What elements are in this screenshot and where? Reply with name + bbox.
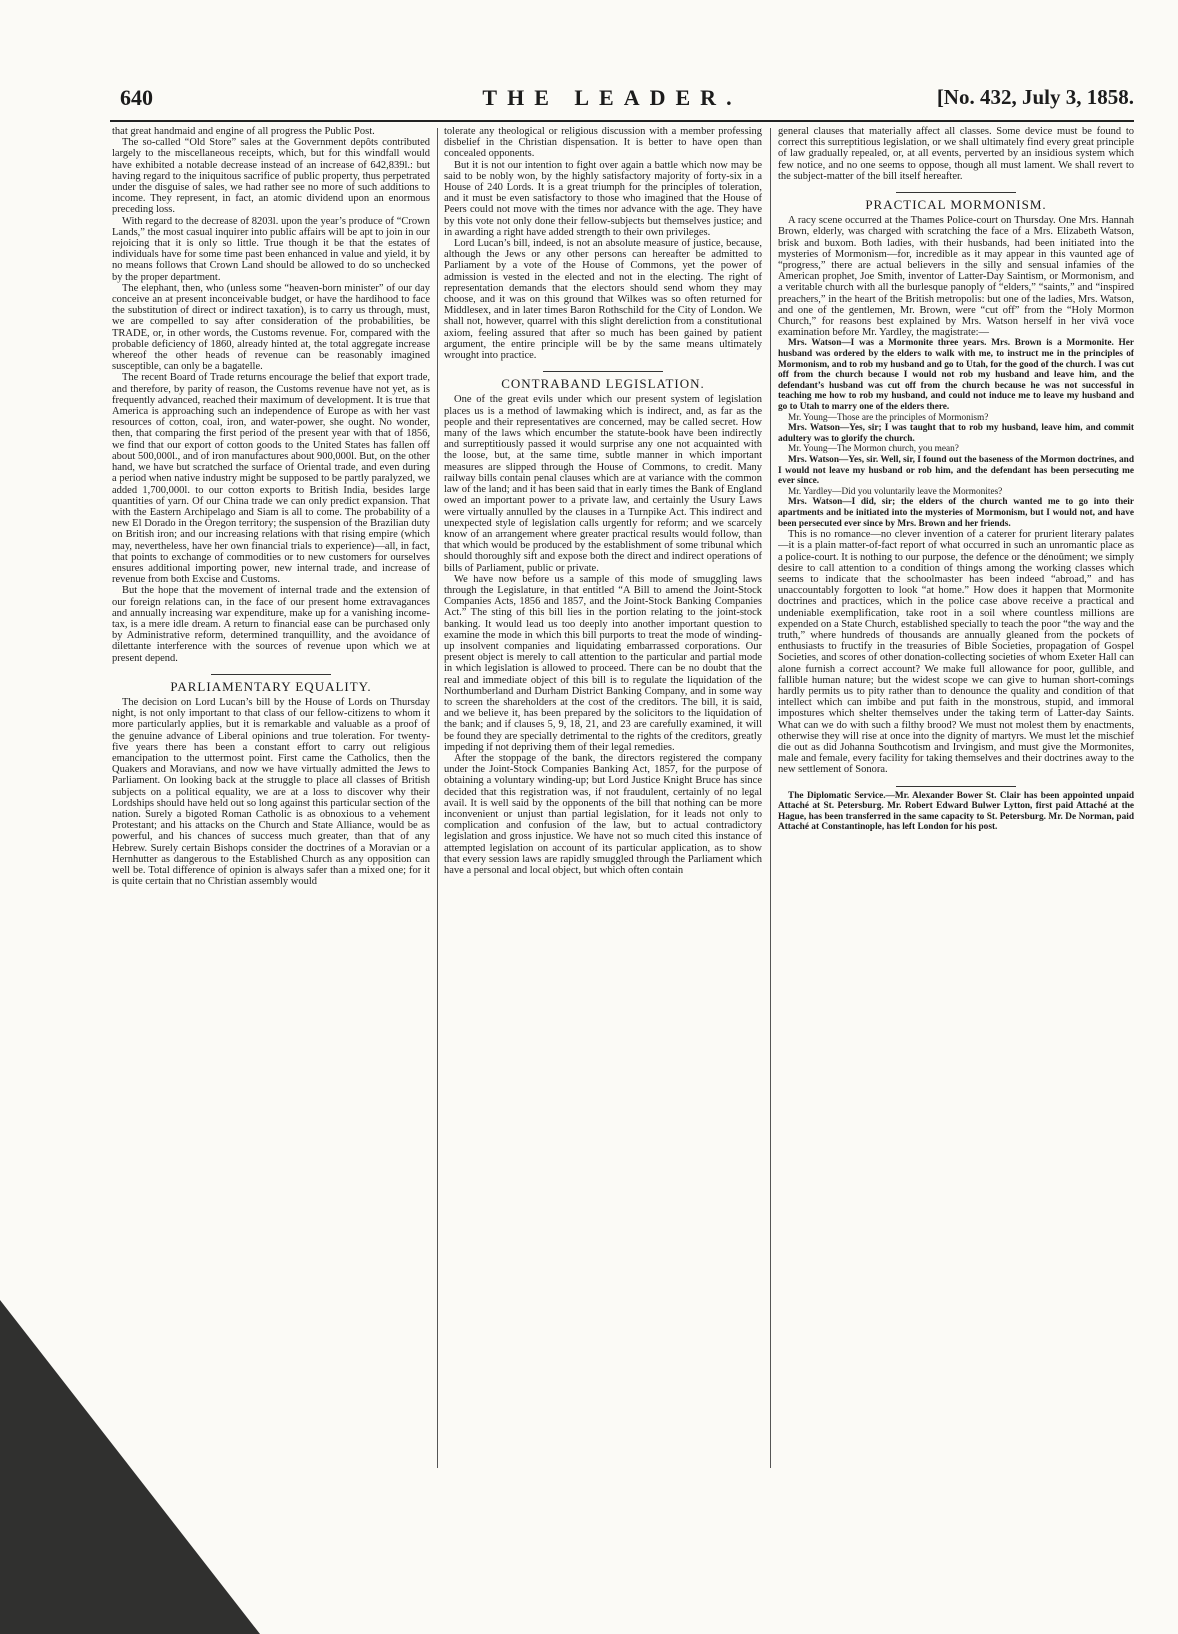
paragraph: After the stoppage of the bank, the directors registered the company under the Joint-Stock Companies Banking Act, 1857, for the purpose of obtaining a voluntary winding-up; but Lord Justice Knight Bruce has since decided that this registration was, if not fraudulent, certainly of no legal avail. It is well said by the opponents of the bill that nothing can be more inconvenient or unjust than partial legislation, for it leads not only to complication and confusion of the law, but to actual contradictory legislation and gross injustice. We have not so much cited this instance of attempted legislation on account of its particular application, as to show that every session laws are rapidly smuggled through the Parliament which have a personal and local object, but which often contain	[444, 752, 762, 876]
paragraph: The elephant, then, who (unless some “heaven-born minister” of our day conceive an at present inconceivable budget, or have the hardihood to face the substitution of direct or indirect taxation), is to carry us through, must, we are compelled to say after consideration of the probabilities, be TRADE, or, in other words, the Customs revenue. For, compared with the probable deficiency of 1860, already hinted at, the total aggregate increase whereof the other heads of revenue can be reasonably imagined susceptible, can only be a bagatelle.	[112, 282, 430, 373]
paragraph: But the hope that the movement of internal trade and the extension of our foreign relations can, in the face of our present home extravagances and annually increasing war expenditure, make up for a vanishing income-tax, is a mere idle dream. A return to financial ease can be purchased only by Administrative reform, determined tranquillity, and the avoidance of dilettante interference with the sources of revenue upon which we at present depend.	[112, 585, 430, 664]
issue-info: [No. 432, July 3, 1858.	[936, 85, 1134, 109]
article-heading: PARLIAMENTARY EQUALITY.	[170, 678, 372, 694]
testimony-paragraph: Mrs. Watson—Yes, sir; I was taught that to rob my husband, leave him, and commit adultery was to glorify the church.	[778, 423, 1134, 444]
paragraph: tolerate any theological or religious discussion with a member professing disbelief in the Christian dispensation. It is better to have open than concealed opponents.	[444, 126, 762, 160]
column-3	[778, 126, 1134, 1468]
column-1	[112, 126, 430, 1468]
testimony-paragraph: Mr. Young—The Mormon church, you mean?	[788, 444, 959, 455]
testimony-paragraph: Mrs. Watson—I did, sir; the elders of the church wanted me to go into their apartments and be initiated into the mysteries of Mormonism, but I would not, and have been persecuted ever since by Mrs. Brown and her friends.	[778, 497, 1134, 529]
paragraph: A racy scene occurred at the Thames Police-court on Thursday. One Mrs. Hannah Brown, elderly, was charged with scratching the face of a Mrs. Elizabeth Watson, brisk and buxom. Both ladies, with their husbands, had been initiated into the mysteries of Mormonism—for, incredible as it may appear in this vaunted age of “progress,” there are actual believers in the silly and sensual infamies of the American prophet, Joe Smith, inventor of Latter-Day Saintism, or Mormonism, and a veritable church with all the burlesque panoply of “elders,” “saints,” and “inspired preachers,” in the heart of the British metropolis: but one of the ladies, Mrs. Watson, and one of the gentlemen, Mr. Brown, were “cut off” from the “Holy Mormon Church,” for reasons best explained by Mrs. Watson herself in her vivâ voce examination before Mr. Yardley, the magistrate:—	[778, 215, 1134, 339]
testimony-paragraph: Mr. Yardley—Did you voluntarily leave the Mormonites?	[788, 486, 1003, 497]
paragraph: With regard to the decrease of 8203l. upon the year’s produce of “Crown Lands,” the most casual inquirer into public affairs will be apt to join in our rejoicing that it is only so little. True though it be that the estates of individuals have for some time past been enhanced in value and yield, it by no means follows that Crown Land should be allowed to do so unchecked by the proper department.	[112, 215, 430, 283]
article-heading: PRACTICAL MORMONISM.	[865, 197, 1047, 213]
section-divider	[211, 674, 331, 675]
paragraph: We have now before us a sample of this mode of smuggling laws through the Legislature, in that entitled “A Bill to amend the Joint-Stock Companies Acts, 1856 and 1857, and the Joint-Stock Banking Companies Act.” The sting of this bill lies in the portion relating to the joint-stock banking. It would lead us too deeply into another important question to examine the mode in which this bill purports to treat the mode of winding-up insolvent companies and liquidating embarrassed corporations. Our present object is merely to call attention to the particular and partial mode in which legislation is allowed to proceed. There can be no doubt that the real and immediate object of this bill is to regulate the liquidation of the Northumberland and Durham District Banking Company, and in some way to screen the shareholders at the cost of the creditors. The bill, it is said, and we believe it, has been prepared by the solicitors to the liquidation of the bank; and if clauses 5, 9, 18, 21, and 23 are carefully examined, it will be found they are specially detrimental to the rights of the creditors, greatly impeding if not depriving them of their legal remedies.	[444, 573, 762, 753]
paragraph: that great handmaid and engine of all progress the Public Post.	[112, 126, 375, 137]
testimony-paragraph: Mrs. Watson—Yes, sir. Well, sir, I found out the baseness of the Mormon doctrines, and I would not leave my husband or rob him, and the defendant has been persecuting me ever since.	[778, 454, 1134, 487]
column-2	[444, 126, 762, 1468]
paragraph: One of the great evils under which our present system of legislation places us is a method of lawmaking which is indirect, and, as far as the people and their representatives are concerned, may be called secret. How many of the laws which encumber the statute-book have been indirectly and surreptitiously passed it would surprise any one not acquainted with the loose, but, at the same time, subtle manner in which important measures are slipped through the House of Commons, to credit. Many railway bills contain penal clauses which are at variance with the common law of the land; and it has been said that in early times the Bank of England owed an important power to a private law, and certainly the Usury Laws were virtually annulled by the clauses in a Turnpike Act. This indirect and unexpected style of legislation calls urgently for reform; and we scarcely know of an arrangement where greater practical results would follow, than that which would be produced by the establishment of some tribunal which should thoroughly sift and expose both the direct and indirect operations of bills of Parliament, public or private.	[444, 394, 762, 574]
testimony-paragraph: Mr. Young—Those are the principles of Mormonism?	[788, 412, 989, 423]
page-number: 640	[120, 85, 153, 110]
paragraph: But it is not our intention to fight over again a battle which now may be said to be nobly won, by the highly satisfactory majority of forty-six in a House of 240 Lords. It is a great triumph for the principles of toleration, and it must be even satisfactory to those who imagined that the House of Peers could not move with the times nor advance with the age. They have by this vote not only done their fellow-subjects but themselves justice; and in awarding a right have added strength to their own privileges.	[444, 159, 762, 238]
testimony-paragraph: Mrs. Watson—I was a Mormonite three years. Mrs. Brown is a Mormonite. Her husband was ordered by the elders to walk with me, to instruct me in the principles of Mormonism, and to rob my husband and go to Utah, for the good of the church. I was cut off from the church because I would not rob my husband and leave him, and the defendant’s husband was cut off from the church because he was not successful in teaching me how to rob my husband, and could not induce me to leave my husband and go to Utah to marry one of the elders there.	[778, 338, 1134, 413]
section-divider	[543, 371, 663, 372]
paragraph: This is no romance—no clever invention of a caterer for prurient literary palates—it is a plain matter-of-fact report of what occurred in such an unromantic place as a police-court. It is nothing to our purpose, the defence or the dénoûment; we simply desire to call attention to a condition of things among the working classes which seems to indicate that the schoolmaster has been indeed “abroad,” and has unaccountably forgotten to look “at home.” How does it happen that Mormonite doctrines and practices, which in the police case above receive a practical and undeniable exemplification, take root in a soil where countless millions are expended on a State Church, established specially to teach the poor “the way and the truth,” where hundreds of thousands are annually gleaned from the pockets of enthusiasts to fructify in the treasuries of Bible Societies, propagation of Gospel Societies, and scores of other donation-collecting societies of whom Exeter Hall can alone furnish a correct account? We make full allowance for poor, gullible, and fallible human nature; but the widest scope we can give to human short-comings hardly permits us to pity rather than to denounce the quality and condition of that intellect which can imbibe and put faith in the monstrous, stupid, and immoral impostures which shelter themselves under the taking term of Latter-day Saints. What can we do with such a filthy brood? We must not molest them by enactments, otherwise they will rise at once into the dignity of martyrs. We must let the mischief die out as did Johanna Southcotism and Irvingism, and must give the Mormonites, male and female, every facility for taking themselves and their doctrines away to the new settlement of Sonora.	[778, 529, 1134, 776]
header-rule	[110, 120, 1134, 122]
section-divider	[896, 192, 1016, 193]
paragraph: general clauses that materially affect all classes. Some device must be found to correct this surreptitious legislation, or we shall ultimately find every great principle of law gradually repealed, or, at all events, perverted by an insidious system which few notice, and no one seems to oppose, though all must lament. We shall revert to the subject-matter of the bill itself hereafter.	[778, 126, 1134, 182]
news-item: The Diplomatic Service.—Mr. Alexander Bower St. Clair has been appointed unpaid Attaché at St. Petersburg. Mr. Robert Edward Bulwer Lytton, first paid Attaché at the Hague, has been transferred in the same capacity to St. Petersburg. Mr. De Norman, paid Attaché at Constantinople, has left London for his post.	[778, 790, 1134, 833]
paragraph: Lord Lucan’s bill, indeed, is not an absolute measure of justice, because, although the Jews or any other persons can hereafter be admitted to Parliament by a vote of the House of Commons, yet the power of admission is vested in the elected and not in the electing. The right of representation demands that the electors should send whom they may choose, and it was on this ground that Wilkes was so often returned for Middlesex, and in later times Baron Rothschild for the City of London. We shall not, however, quarrel with this slight dereliction from a constitutional axiom, feeling assured that after so much has been gained by patient argument, the entire principle will be by the same means ultimately wrought into practice.	[444, 238, 762, 362]
paragraph: The recent Board of Trade returns encourage the belief that export trade, and therefore, by parity of reason, the Customs revenue have not yet, as is frequently advanced, reached their maximum of development. It is true that America is approaching such an independence of Europe as with her vast resources of cotton, coal, iron, and water-power, she ought. No wonder, then, that comparing the first period of the present year with that of 1856, we find that our export of cotton goods to the United States has fallen off about 500,000l., and of iron manufactures about 900,000l. But, on the other hand, we have but scratched the surface of Oriental trade, and even during a period when native industry might be supposed to be partly paralyzed, we added 1,700,000l. to our cotton exports to British India, besides large quantities of yarn. Of our China trade we can only predict expansion. That with the Eastern Archipelago and Siam is all to come. The probability of a new El Dorado in the Oregon territory; the suspension of the Brazilian duty on British iron; and our increasing relations with that rising empire (which may, nevertheless, have her own financial trials to experience)—all, in fact, that points to exchange of commodities or to new customers for ourselves ensures additional importing power, new internal trade, and increase of revenue from both Excise and Customs.	[112, 372, 430, 586]
article-heading: CONTRABAND LEGISLATION.	[501, 376, 705, 392]
masthead	[90, 85, 1134, 119]
paragraph: The so-called “Old Store” sales at the Government depôts contributed largely to the miscellaneous receipts, which, but for this windfall would have exhibited a notable decrease instead of an increase of 642,839l.: but having regard to the iniquitous sacrifice of public property, thus perpetrated under the disguise of sales, we had rather see no more of such additions to income. They represent, in fact, an atomic dividend upon an enormous preceding loss.	[112, 137, 430, 216]
column-divider-1	[437, 128, 438, 1468]
newspaper-title: THE LEADER.	[482, 85, 742, 110]
page-corner-shadow	[0, 1300, 260, 1634]
column-divider-2	[770, 128, 771, 1468]
section-divider	[896, 786, 1016, 787]
paragraph: The decision on Lord Lucan’s bill by the House of Lords on Thursday night, is not only important to that class of our fellow-citizens to whom it more particularly applies, but it is remarkable and valuable as a proof of the genuine advance of Liberal opinions and true toleration. For twenty-five years there has been a constant effort to carry out religious emancipation to the uttermost point. First came the Catholics, then the Quakers and Moravians, and now we have virtually admitted the Jews to Parliament. On looking back at the struggle to place all classes of British subjects on a political equality, we are at a loss to discover why their Lordships should have held out so long against this particular section of the nation. Surely a bigoted Roman Catholic is as obnoxious to a vehement Protestant; and his attacks on the Church and State Alliance, would be as powerful, and his chances of success much greater, than that of any Hebrew. Surely certain Bishops consider the doctrines of a Moravian or a Hernhutter as dangerous to the Established Church as any opposition can well be. Total difference of opinion is always safer than a mixed one; for it is quite certain that no Christian assembly would	[112, 696, 430, 888]
